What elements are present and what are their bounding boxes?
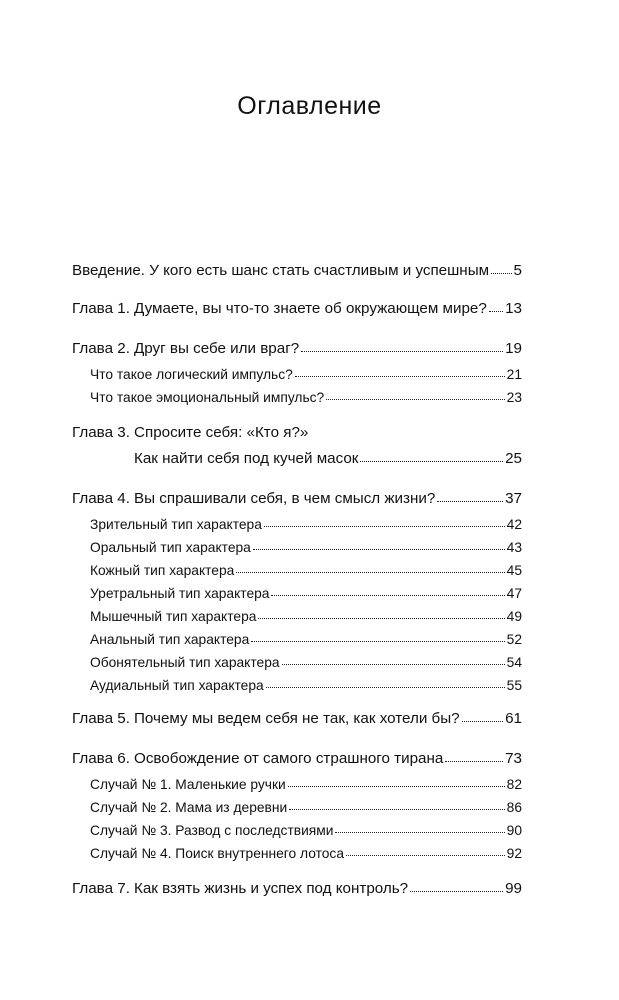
chapter-label: Глава 1. bbox=[72, 300, 130, 317]
toc-entry-title: Случай № 1. Маленькие ручки bbox=[90, 777, 286, 792]
toc-entry-title: Зрительный тип характера bbox=[90, 517, 262, 532]
page-title: Оглавление bbox=[237, 92, 382, 120]
toc-entry-page: 54 bbox=[506, 655, 522, 670]
chapter-label: Глава 7. bbox=[72, 880, 130, 897]
toc-entry-title: Введение. У кого есть шанс стать счастливым и успешным bbox=[72, 262, 490, 279]
dot-leader bbox=[360, 458, 503, 462]
toc-entry-title: Вы спрашивали себя, в чем смысл жизни? bbox=[134, 490, 436, 507]
toc-entry-title: Анальный тип характера bbox=[90, 632, 250, 647]
toc-subentry[interactable] bbox=[72, 823, 522, 838]
toc-entry-intro[interactable] bbox=[72, 262, 522, 279]
toc-entry-page: 86 bbox=[506, 800, 522, 815]
dot-leader bbox=[282, 661, 505, 665]
toc-entry-page: 92 bbox=[506, 846, 522, 861]
toc-entry-title: Почему мы ведем себя не так, как хотели бы? bbox=[134, 710, 460, 727]
chapter-label: Глава 3. bbox=[72, 424, 130, 441]
toc-subentry[interactable] bbox=[72, 678, 522, 693]
toc-entry-chapter-5[interactable] bbox=[72, 710, 522, 727]
dot-leader bbox=[445, 758, 503, 762]
chapter-label: Глава 6. bbox=[72, 750, 130, 767]
toc-entry-chapter-3-continued[interactable] bbox=[72, 450, 522, 467]
toc-entry-title: Друг вы себе или враг? bbox=[134, 340, 300, 357]
toc-entry-title: Аудиальный тип характера bbox=[90, 678, 264, 693]
toc-entry-chapter-4[interactable] bbox=[72, 490, 522, 507]
toc-entry-page: 90 bbox=[506, 823, 522, 838]
dot-leader bbox=[236, 569, 504, 573]
toc-subentry[interactable] bbox=[72, 563, 522, 578]
toc-entry-title: Оральный тип характера bbox=[90, 540, 251, 555]
dot-leader bbox=[301, 348, 503, 352]
toc-entry-page: 43 bbox=[506, 540, 522, 555]
toc-entry-page: 52 bbox=[506, 632, 522, 647]
dot-leader bbox=[462, 718, 503, 722]
chapter-label: Глава 5. bbox=[72, 710, 130, 727]
toc-entry-chapter-7[interactable] bbox=[72, 880, 522, 897]
toc-entry-title: Обонятельный тип характера bbox=[90, 655, 280, 670]
toc-entry-title: Мышечный тип характера bbox=[90, 609, 257, 624]
toc-entry-title: Что такое эмоциональный импульс? bbox=[90, 390, 325, 405]
dot-leader bbox=[271, 592, 504, 596]
dot-leader bbox=[410, 888, 503, 892]
toc-entry-chapter-6[interactable] bbox=[72, 750, 522, 767]
toc-entry-page: 73 bbox=[505, 750, 522, 767]
toc-entry-page: 47 bbox=[506, 586, 522, 601]
toc-entry-title: Как взять жизнь и успех под контроль? bbox=[134, 880, 409, 897]
dot-leader bbox=[266, 684, 505, 688]
toc-entry-page: 25 bbox=[505, 450, 522, 467]
toc-entry-page: 23 bbox=[506, 390, 522, 405]
toc-entry-title: Уретральный тип характера bbox=[90, 586, 270, 601]
toc-entry-title: Что такое логический импульс? bbox=[90, 367, 293, 382]
toc-entry-page: 45 bbox=[506, 563, 522, 578]
toc-entry-page: 42 bbox=[506, 517, 522, 532]
dot-leader bbox=[258, 615, 504, 619]
dot-leader bbox=[335, 829, 504, 833]
toc-entry-title: Как найти себя под кучей масок bbox=[134, 450, 359, 467]
toc-subentry[interactable] bbox=[72, 517, 522, 532]
toc-entry-title: Кожный тип характера bbox=[90, 563, 235, 578]
toc-subentry[interactable] bbox=[72, 540, 522, 555]
dot-leader bbox=[489, 308, 503, 312]
toc-subentry[interactable] bbox=[72, 586, 522, 601]
toc-subentry[interactable] bbox=[72, 367, 522, 382]
toc-entry-title: Случай № 4. Поиск внутреннего лотоса bbox=[90, 846, 344, 861]
toc-entry-chapter-2[interactable] bbox=[72, 340, 522, 357]
toc-subentry[interactable] bbox=[72, 609, 522, 624]
toc-entry-page: 61 bbox=[505, 710, 522, 727]
dot-leader bbox=[253, 546, 505, 550]
toc-subentry[interactable] bbox=[72, 632, 522, 647]
toc-entry-page: 49 bbox=[506, 609, 522, 624]
toc-entry-chapter-3[interactable] bbox=[72, 424, 522, 441]
chapter-label: Глава 2. bbox=[72, 340, 130, 357]
toc-subentry[interactable] bbox=[72, 777, 522, 792]
toc-entry-page: 21 bbox=[506, 367, 522, 382]
dot-leader bbox=[326, 396, 504, 400]
toc-entry-chapter-1[interactable] bbox=[72, 300, 522, 317]
dot-leader bbox=[346, 852, 505, 856]
dot-leader bbox=[264, 523, 505, 527]
toc-entry-title: Спросите себя: «Кто я?» bbox=[134, 424, 309, 441]
toc-subentry[interactable] bbox=[72, 846, 522, 861]
dot-leader bbox=[251, 638, 504, 642]
toc-entry-page: 37 bbox=[505, 490, 522, 507]
chapter-label: Глава 4. bbox=[72, 490, 130, 507]
toc-entry-page: 19 bbox=[505, 340, 522, 357]
toc-entry-title: Случай № 3. Развод с последствиями bbox=[90, 823, 334, 838]
toc-entry-page: 5 bbox=[513, 262, 522, 279]
toc-subentry[interactable] bbox=[72, 800, 522, 815]
toc-entry-title: Случай № 2. Мама из деревни bbox=[90, 800, 288, 815]
toc-entry-page: 13 bbox=[505, 300, 522, 317]
toc-entry-page: 55 bbox=[506, 678, 522, 693]
toc-subentry[interactable] bbox=[72, 655, 522, 670]
toc-entry-page: 82 bbox=[506, 777, 522, 792]
dot-leader bbox=[437, 498, 503, 502]
dot-leader bbox=[288, 783, 505, 787]
toc-entry-title: Думаете, вы что-то знаете об окружающем мире? bbox=[134, 300, 487, 317]
toc-entry-title: Освобождение от самого страшного тирана bbox=[134, 750, 444, 767]
dot-leader bbox=[289, 806, 504, 810]
toc-subentry[interactable] bbox=[72, 390, 522, 405]
dot-leader bbox=[295, 373, 505, 377]
toc-entry-page: 99 bbox=[505, 880, 522, 897]
dot-leader bbox=[491, 270, 511, 274]
